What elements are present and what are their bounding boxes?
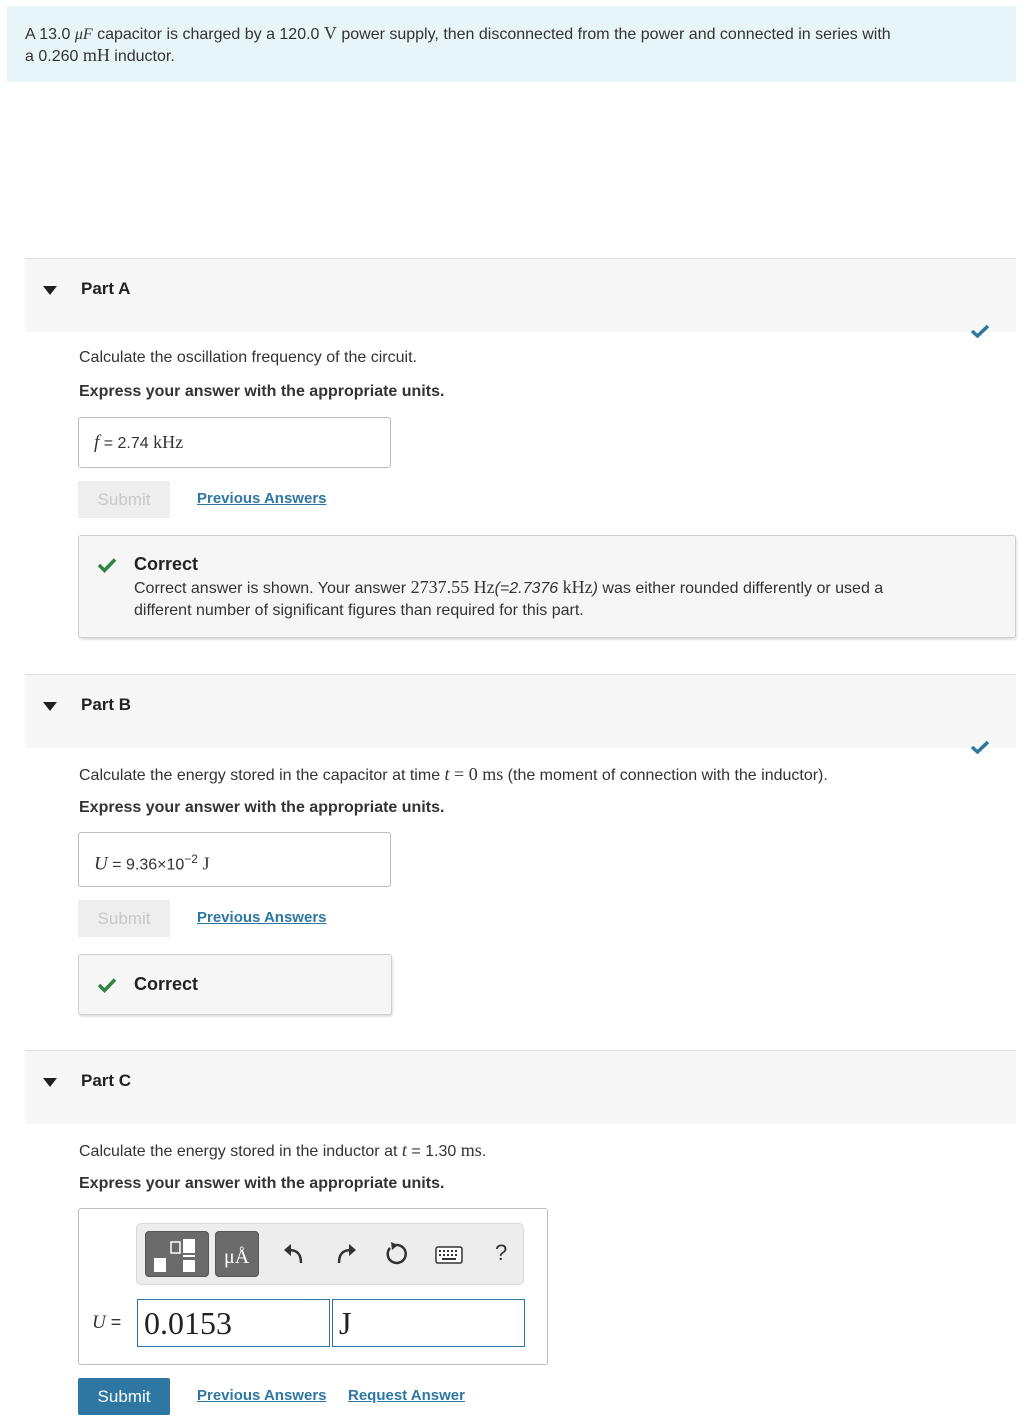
- templates-icon: [146, 1232, 210, 1278]
- part-c-header[interactable]: [25, 1050, 1016, 1124]
- part-c-question: Calculate the energy stored in the inductor at t = 1.30 ms.: [79, 1140, 487, 1160]
- variable-label: U =: [92, 1312, 122, 1333]
- value-input[interactable]: 0.0153: [137, 1299, 330, 1347]
- answer-value: 9.36×10: [125, 856, 185, 874]
- math-toolbar: [136, 1223, 524, 1285]
- feedback-title: Correct: [134, 974, 199, 994]
- part-b-previous-answers-link[interactable]: Previous Answers: [197, 909, 327, 926]
- help-button[interactable]: ?: [495, 1240, 508, 1265]
- part-a-submit-button[interactable]: Submit: [78, 481, 170, 518]
- part-a-answer-box: f = 2.74 kHz: [78, 417, 391, 468]
- answer-unit: kHz: [153, 432, 184, 452]
- part-a-feedback: [78, 535, 1016, 638]
- unit-input[interactable]: J: [332, 1299, 525, 1347]
- checkmark-icon: [970, 324, 990, 338]
- part-b-title: Part B: [81, 695, 132, 714]
- part-c-submit-button[interactable]: Submit: [78, 1378, 170, 1415]
- part-a-previous-answers-link[interactable]: Previous Answers: [197, 490, 327, 507]
- variable-label: U: [94, 853, 108, 875]
- units-label: μÅ: [224, 1246, 250, 1268]
- checkmark-icon: [97, 977, 117, 993]
- units-button[interactable]: [215, 1231, 259, 1277]
- keyboard-icon[interactable]: [435, 1246, 463, 1264]
- collapse-caret-icon[interactable]: [43, 286, 57, 295]
- problem-line-1: A 13.0 μF capacitor is charged by a 120.0 V power supply, then disconnected from the power and connected in series with: [25, 23, 891, 43]
- part-b-answer-box: $U = 9.36\times 10^{-2}$ J: [78, 832, 391, 887]
- collapse-caret-icon[interactable]: [43, 702, 57, 711]
- part-b-feedback: [78, 954, 392, 1015]
- part-a-question: Calculate the oscillation frequency of the circuit.: [79, 349, 417, 366]
- feedback-title: Correct: [134, 554, 199, 574]
- problem-statement: [7, 6, 1016, 82]
- part-b-submit-button[interactable]: Submit: [78, 900, 170, 937]
- reset-icon[interactable]: [383, 1241, 409, 1267]
- redo-icon[interactable]: [333, 1241, 359, 1267]
- part-a-title: Part A: [81, 279, 131, 298]
- part-c-title: Part C: [81, 1071, 132, 1090]
- problem-line-2: a 0.260 mH inductor.: [25, 45, 175, 65]
- part-a-header[interactable]: [25, 258, 1016, 332]
- part-b-instruction: Express your answer with the appropriate units.: [79, 799, 445, 816]
- part-c-instruction: Express your answer with the appropriate units.: [79, 1175, 445, 1192]
- part-b-header[interactable]: [25, 674, 1016, 748]
- answer-value: 2.74: [117, 435, 154, 452]
- answer-unit: J: [197, 853, 210, 874]
- collapse-caret-icon[interactable]: [43, 1078, 57, 1087]
- templates-button[interactable]: [145, 1231, 209, 1277]
- checkmark-icon: [970, 740, 990, 754]
- answer-editor: [78, 1208, 548, 1365]
- undo-icon[interactable]: [281, 1241, 307, 1267]
- answer-exponent: −2: [184, 852, 198, 866]
- part-c-request-answer-link[interactable]: Request Answer: [348, 1387, 465, 1404]
- feedback-body: Correct answer is shown. Your answer 2737.55 Hz(=2.7376 kHz) was either rounded differently or used a different number of significant figures than required for this part.: [134, 577, 884, 619]
- checkmark-icon: [97, 557, 117, 573]
- part-a-instruction: Express your answer with the appropriate units.: [79, 383, 445, 400]
- part-c-previous-answers-link[interactable]: Previous Answers: [197, 1387, 327, 1404]
- variable-label: f: [94, 432, 100, 453]
- part-b-question: Calculate the energy stored in the capacitor at time t = 0 ms (the moment of connection with the inductor).: [79, 764, 828, 784]
